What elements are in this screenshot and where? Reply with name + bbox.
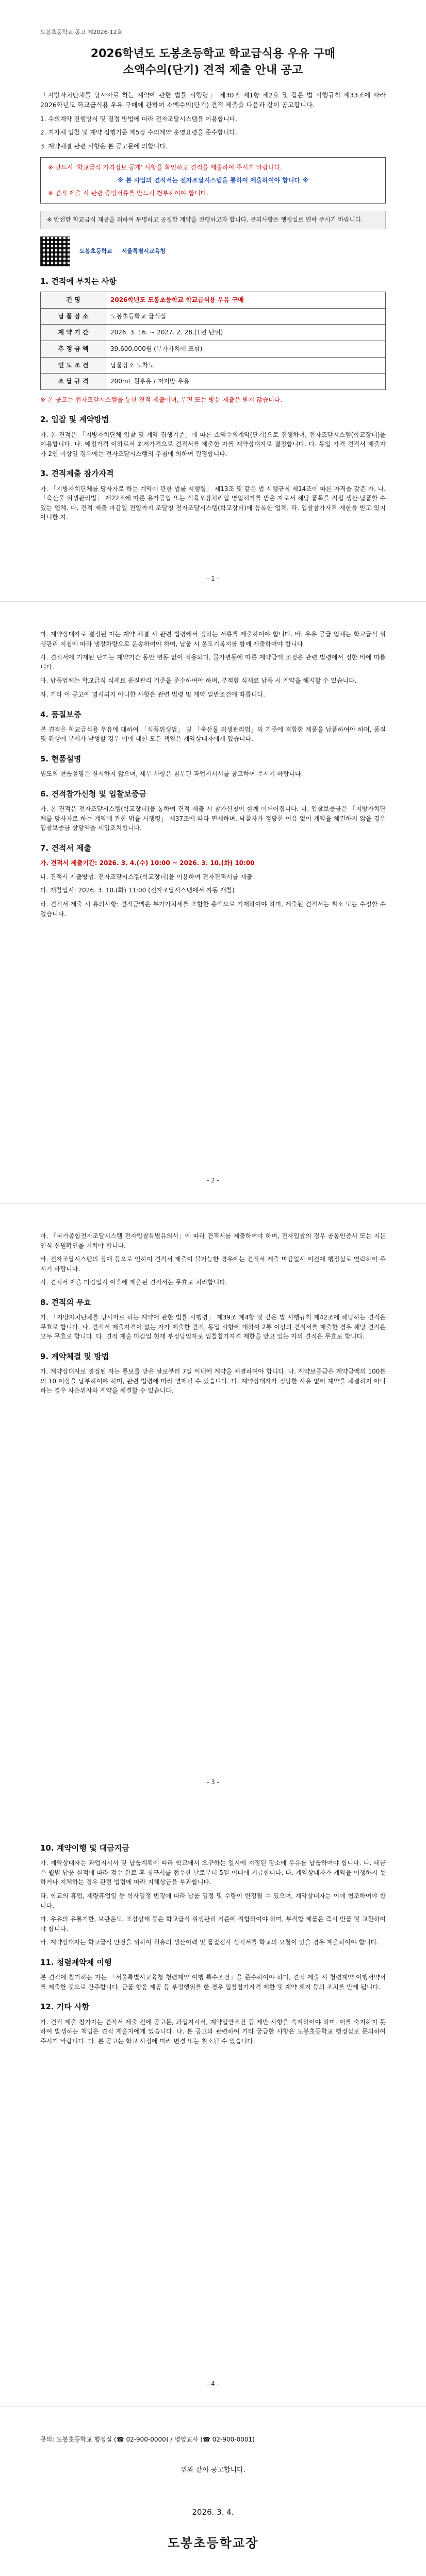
section-10-body: 가. 계약상대자는 과업지시서 및 납품계획에 따라 학교에서 요구하는 일시에 지정된 장소에 우유를 납품하여야 합니다. 나. 대금은 월별 납품 실적에 따라 검수 완료 후 청구서를 접수한 날로부터 5일 이내에 지급합니다. 다. 계약상대자가 계약을 이행하지 못하거나 지체하는 경우 관련 법령에 따라 지체상금을 부과합니다.	[40, 1859, 386, 1886]
table-row	[41, 308, 386, 325]
section-7-line-1: 가. 견적서 제출기간: 2026. 3. 4.(수) 10:00 ~ 2026. 3. 10.(화) 10:00	[40, 859, 255, 867]
section-2-title: 2. 입찰 및 계약방법	[40, 415, 109, 425]
table-value: 2026학년도 도봉초등학교 학교급식용 우유 구매	[106, 292, 386, 309]
section-1-note: ※ 본 공고는 전자조달시스템을 통한 견적 제출이며, 우편 또는 방문 제출은 받지 않습니다.	[40, 396, 283, 403]
paragraph: 사. 견적서 제출 마감일시 이후에 제출된 견적서는 무효로 처리합니다.	[40, 1279, 227, 1286]
section-4-title: 4. 품질보증	[40, 709, 81, 719]
section-8-body: 가. 「지방자치단체를 당사자로 하는 계약에 관한 법률 시행령」 제39조 제4항 및 같은 법 시행규칙 제42조에 해당하는 견적은 무효로 합니다. 나. 견적서 제출자격이 없는 자가 제출한 견적, 동일 사항에 대하여 2통 이상의 견적서를 제출한 경우 해당 견적은 모두 무효로 합니다. 다. 견적 제출 마감일 현재 부정당업자로 입찰참가자격 제한을 받고 있는 자의 견적은 무효로 합니다.	[40, 1314, 386, 1341]
notice-box-line-2: ※ 견적 제출 시 관련 증빙서류를 반드시 첨부하여야 합니다.	[48, 189, 209, 197]
title-line-2: 소액수의(단기) 견적 제출 안내 공고	[123, 63, 303, 77]
section-5-body: 별도의 현품설명은 실시하지 않으며, 세부 사항은 첨부된 과업지시서를 참고하여 주시기 바랍니다.	[40, 770, 303, 778]
document-page-1	[0, 0, 426, 602]
section-10-title: 10. 계약이행 및 대금지급	[40, 1843, 129, 1853]
document-page-2	[0, 602, 426, 1204]
section-4-body: 본 견적은 학교급식용 우유에 대하여 「식품위생법」 및 「축산물 위생관리법」의 기준에 적합한 제품을 납품하여야 하며, 품질 및 위생에 문제가 발생할 경우 이에 대한 모든 책임은 계약상대자에게 있습니다.	[40, 725, 386, 743]
table-row	[41, 292, 386, 309]
section-7-line-3: 다. 개찰일시: 2026. 3. 10.(화) 11:00 (전자조달시스템에서 자동 개찰)	[40, 887, 235, 894]
document-page-3	[0, 1204, 426, 1805]
section-9-title: 9. 계약체결 및 방법	[40, 1352, 109, 1361]
section-7-title: 7. 견적서 제출	[40, 843, 92, 853]
office-logo-text: 서울특별시교육청	[121, 248, 166, 255]
notice-box-line-1: ※ 반드시 ‘학교급식 가격정보 공개’ 사항을 확인하고 견적을 제출하여 주시기 바랍니다.	[48, 164, 282, 172]
document-page-4	[0, 1805, 426, 2407]
qr-code-icon	[40, 236, 70, 266]
paragraph: 마. 「국가종합전자조달시스템 전자입찰특별유의서」에 따라 견적서를 제출하여야 하며, 전자입찰의 경우 공동인증서 또는 지문인식 신원확인을 거쳐야 합니다.	[40, 1232, 386, 1249]
table-row	[41, 341, 386, 357]
quote-info-table	[40, 292, 386, 390]
page-number: - 1 -	[207, 575, 219, 583]
notice-box	[40, 157, 386, 204]
section-1-title: 1. 견적에 부치는 사항	[40, 276, 117, 286]
table-value: 도봉초등학교 급식실	[106, 308, 386, 325]
section-7-line-4: 라. 견적서 제출 시 유의사항: 견적금액은 부가가치세를 포함한 총액으로 기재하여야 하며, 제출된 견적서는 취소 또는 수정할 수 없습니다.	[40, 900, 386, 918]
paragraph: 마. 우유의 유통기한, 보관온도, 포장상태 등은 학교급식 위생관리 기준에 적합하여야 하며, 부적합 제품은 즉시 반품 및 교환하여야 합니다.	[40, 1916, 386, 1933]
table-row	[41, 325, 386, 341]
section-12-title: 12. 기타 사항	[40, 2002, 89, 2012]
info-gray-box: ※ 안전한 학교급식 제공을 위하여 투명하고 공정한 계약을 진행하고자 합니다. 문의사항은 행정실로 연락 주시기 바랍니다.	[40, 211, 386, 229]
table-value: 39,600,000원 (부가가치세 포함)	[106, 341, 386, 357]
table-value: 납품장소 도착도	[106, 357, 386, 374]
table-row	[41, 357, 386, 374]
intro-item-1: 1. 수의계약 진행방식 및 결정 방법에 따라 전자조달시스템을 이용합니다.	[40, 115, 237, 123]
notice-box-highlight: ※ 본 사업의 견적서는 전자조달시스템을 통하여 제출하여야 합니다 ※	[118, 176, 308, 184]
paragraph: 사. 견적서에 기재된 단가는 계약기간 동안 변동 없이 적용되며, 물가변동에 따른 계약금액 조정은 관련 법령에서 정한 바에 따릅니다.	[40, 654, 386, 671]
intro-item-3: 3. 계약체결 관련 사항은 본 공고문에 의합니다.	[40, 142, 168, 150]
table-value: 2026. 3. 16. ~ 2027. 2. 28.(1년 단위)	[106, 325, 386, 341]
section-6-body: 가. 본 견적은 전자조달시스템(학교장터)을 통하여 견적 제출 시 참가신청이 함께 이루어집니다. 나. 입찰보증금은 「지방자치단체를 당사자로 하는 계약에 관한 법률 시행령」 제37조에 따라 면제하며, 낙찰자가 정당한 이유 없이 계약을 체결하지 않을 경우 입찰보증금 상당액을 세입조치합니다.	[40, 805, 386, 832]
section-2-body: 가. 본 견적은 「지방자치단체 입찰 및 계약 집행기준」에 따른 소액수의계약(단기)으로 진행하며, 전자조달시스템(학교장터)을 이용합니다. 나. 예정가격 이하로서 최저가격으로 견적서를 제출한 자를 계약상대자로 결정합니다. 다. 동일 가격 견적서 제출자가 2인 이상일 경우에는 전자조달시스템의 추첨에 의하여 결정합니다.	[40, 431, 386, 457]
closing-text: 위와 같이 공고합니다.	[181, 2466, 245, 2474]
table-value: 200mL 흰우유 / 저지방 우유	[106, 374, 386, 390]
section-12-body: 가. 견적 제출 참가자는 견적서 제출 전에 공고문, 과업지시서, 계약일반조건 등 제반 사항을 숙지하여야 하며, 이를 숙지하지 못하여 발생하는 책임은 견적 제출자에게 있습니다. 나. 본 공고와 관련하여 기타 궁금한 사항은 도봉초등학교 행정실로 문의하여 주시기 바랍니다. 다. 본 공고는 학교 사정에 따라 변경 또는 취소될 수 있습니다.	[40, 2018, 386, 2045]
section-8-title: 8. 견적의 무효	[40, 1297, 92, 1307]
page-number: - 3 -	[207, 1778, 219, 1786]
paragraph: 자. 기타 이 공고에 명시되지 아니한 사항은 관련 법령 및 계약 일반조건에 따릅니다.	[40, 690, 265, 698]
table-key: 계 약 기 간	[41, 325, 106, 341]
section-3-body: 가. 「지방자치단체를 당사자로 하는 계약에 관한 법률 시행령」 제13조 및 같은 법 시행규칙 제14조에 따른 자격을 갖춘 자. 나. 「축산물 위생관리법」 제22조에 따른 유가공업 또는 식육포장처리업 영업허가를 받은 자로서 해당 품목을 직접 생산·납품할 수 있는 업체. 다. 견적 제출 마감일 전일까지 조달청 전자조달시스템(학교장터)에 등록한 업체. 라. 입찰참가자격 제한을 받고 있지 아니한 자.	[40, 485, 386, 521]
sign-date: 2026. 3. 4.	[192, 2507, 234, 2517]
page-number: - 2 -	[207, 1177, 219, 1184]
paragraph: 아. 납품업체는 학교급식 식재료 품질관리 기준을 준수하여야 하며, 부적합 식재료 납품 시 계약을 해지할 수 있습니다.	[40, 677, 357, 685]
paragraph: 바. 전자조달시스템의 장애 등으로 인하여 견적서 제출이 불가능한 경우에는 견적서 제출 마감일시 이전에 행정실로 연락하여 주시기 바랍니다.	[40, 1256, 386, 1273]
table-row	[41, 374, 386, 390]
paragraph: 라. 학교의 휴업, 재량휴업일 등 학사일정 변경에 따라 납품 일정 및 수량이 변경될 수 있으며, 계약상대자는 이에 협조하여야 합니다.	[40, 1892, 386, 1909]
table-key: 인 도 조 건	[41, 357, 106, 374]
contact-info: 문의: 도봉초등학교 행정실 (☎ 02-900-0000) / 영양교사 (☎ 02-900-0001)	[40, 2436, 255, 2443]
section-11-title: 11. 청렴계약제 이행	[40, 1958, 112, 1967]
table-key: 건 명	[41, 292, 106, 309]
intro-paragraph: 「지방자치단체를 당사자로 하는 계약에 관한 법률 시행령」 제30조 제1항 제2호 및 같은 법 시행규칙 제33조에 따라 2026학년도 학교급식용 우유 구매에 관하여 소액수의(단기) 견적 제출을 다음과 같이 공고합니다.	[40, 91, 386, 109]
section-3-title: 3. 견적제출 참가자격	[40, 469, 114, 479]
paragraph: 바. 계약상대자는 학교급식 안전을 위하여 원유의 생산이력 및 품질검사 성적서를 학교의 요청이 있을 경우 제출하여야 합니다.	[40, 1939, 379, 1946]
table-key: 조 달 규 격	[41, 374, 106, 390]
page-number: - 4 -	[207, 2380, 219, 2388]
school-logo-text: 도봉초등학교	[79, 248, 112, 255]
table-key: 납 품 장 소	[41, 308, 106, 325]
table-key: 추 정 금 액	[41, 341, 106, 357]
title-line-1: 2026학년도 도봉초등학교 학교급식용 우유 구매	[90, 47, 336, 61]
logo-row	[40, 236, 386, 266]
document-title	[40, 46, 386, 79]
paragraph: 마. 계약상대자로 결정된 자는 계약 체결 시 관련 법령에서 정하는 서류를 제출하여야 합니다. 바. 우유 공급 업체는 학교급식 위생관리 지침에 따라 냉장차량으로 운송하여야 하며, 납품 시 온도기록지를 함께 제출하여야 합니다.	[40, 631, 386, 648]
notice-number: 도봉초등학교 공고 제2026-12호	[40, 29, 123, 36]
section-9-body: 가. 계약상대자로 결정된 자는 통보를 받은 날로부터 7일 이내에 계약을 체결하여야 합니다. 나. 계약보증금은 계약금액의 100분의 10 이상을 납부하여야 하며, 관련 법령에 따라 면제될 수 있습니다. 다. 계약상대자가 정당한 사유 없이 계약을 체결하지 아니하는 경우 차순위자와 계약을 체결할 수 있습니다.	[40, 1368, 386, 1395]
section-7-line-2: 나. 견적서 제출방법: 전자조달시스템(학교장터)을 이용하여 전자견적서를 제출	[40, 873, 253, 880]
document-page-5	[0, 2407, 426, 2576]
section-5-title: 5. 현품설명	[40, 754, 81, 764]
section-11-body: 본 견적에 참가하는 자는 「서울특별시교육청 청렴계약 이행 특수조건」을 준수하여야 하며, 견적 제출 시 청렴계약 이행서약서를 제출한 것으로 간주합니다. 금품·향응 제공 등 부정행위를 한 경우 입찰참가자격 제한 및 계약 해지 등의 조치를 받게 됩니다.	[40, 1974, 386, 1991]
signature-school-name: 도봉초등학교장	[167, 2535, 259, 2550]
intro-item-2: 2. 지자체 입찰 및 계약 집행기준 제5장 수의계약 운영요령을 준수합니다.	[40, 129, 237, 137]
section-6-title: 6. 견적참가신청 및 입찰보증금	[40, 789, 146, 799]
